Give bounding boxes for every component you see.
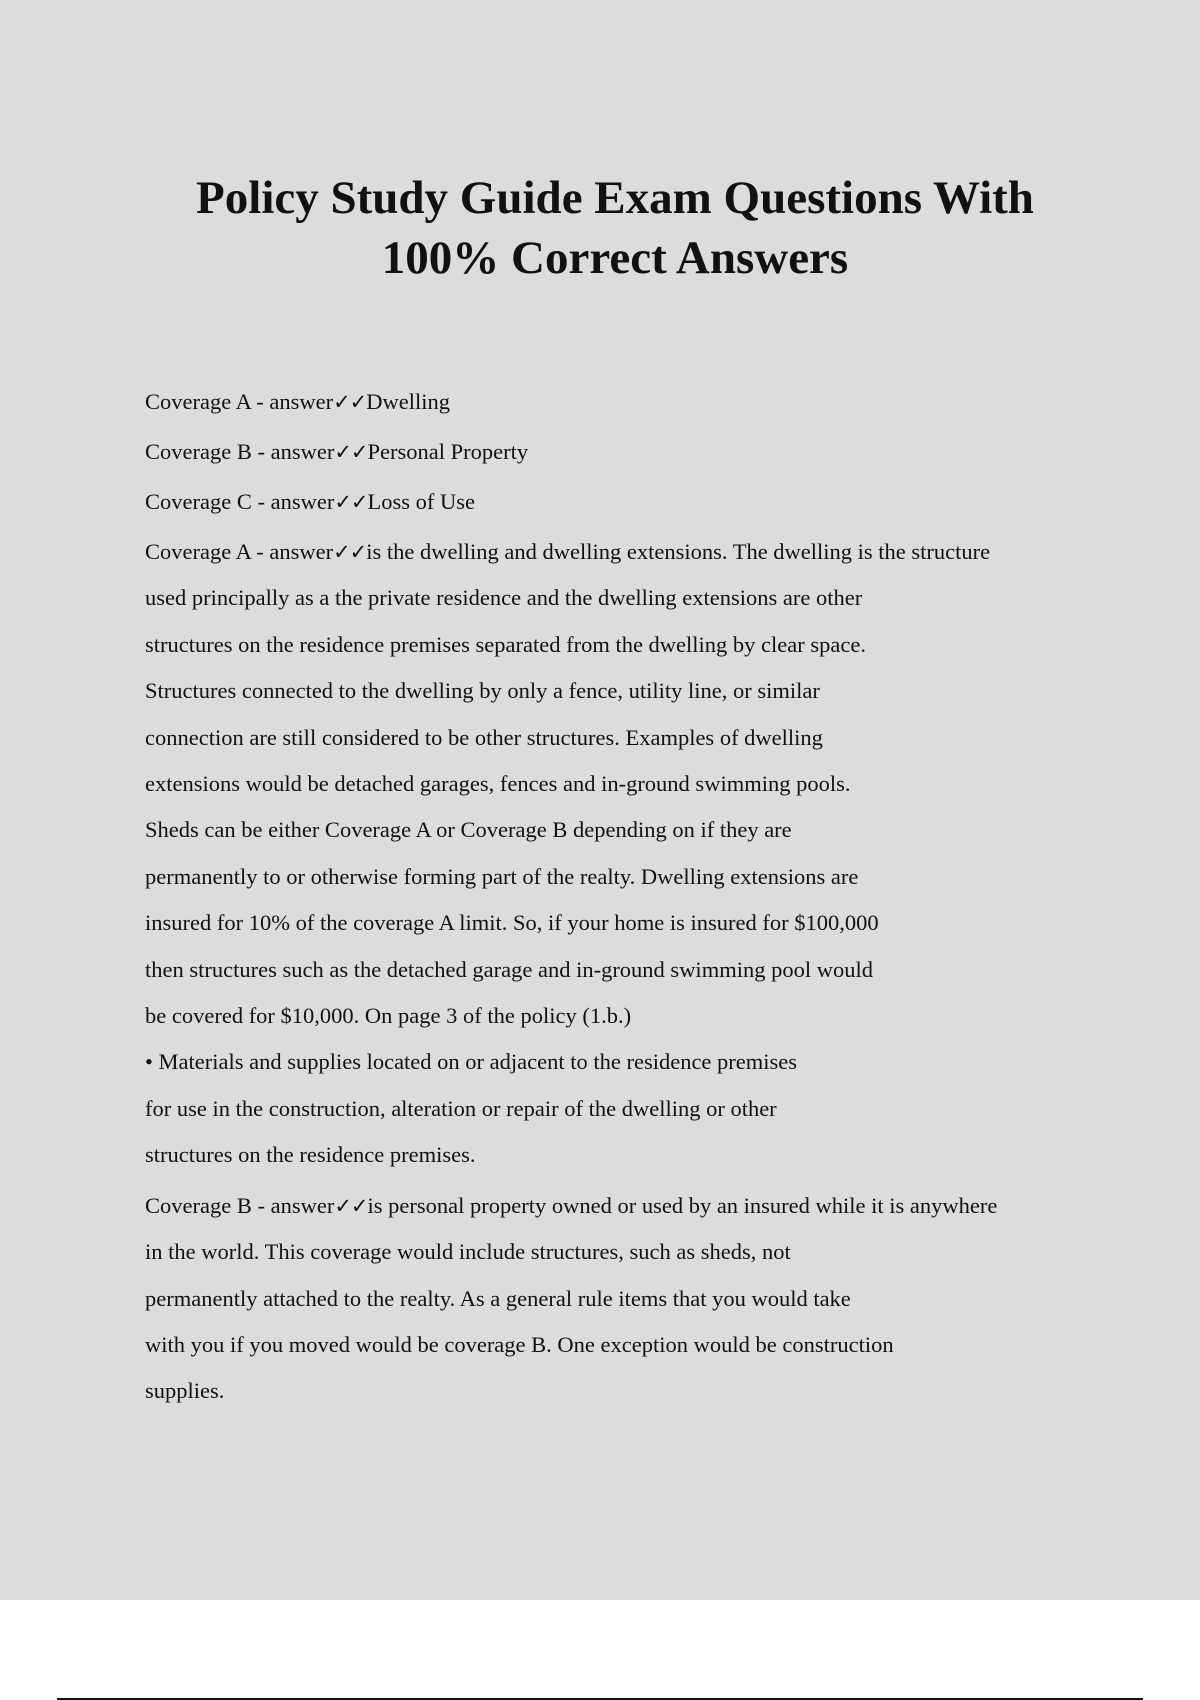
question-text: Coverage A - answer [145,389,334,414]
question-text: Coverage A - answer [145,539,334,564]
answer-line: with you if you moved would be coverage B. One exception would be construction [145,1331,894,1357]
answer-line: Structures connected to the dwelling by only a fence, utility line, or similar [145,678,820,704]
answer-line: structures on the residence premises separated from the dwelling by clear space. [145,631,866,657]
answer-line [145,529,1145,575]
qa-entry-coverage-b-short [145,429,1145,475]
answer-text: Loss of Use [367,489,476,514]
answer-line: for use in the construction, alteration or repair of the dwelling or other [145,1095,777,1121]
answer-text: Dwelling [366,389,451,414]
answer-text: is the dwelling and dwelling extensions. The dwelling is the structure [366,539,991,564]
question-text: Coverage C - answer [145,489,335,514]
double-check-icon: ✓✓ [333,390,367,414]
double-check-icon: ✓✓ [333,540,367,564]
double-check-icon: ✓✓ [334,440,368,464]
answer-line: structures on the residence premises. [145,1142,476,1168]
title-line-1: Policy Study Guide Exam Questions With [196,172,1034,224]
answer-text: is personal property owned or used by an insured while it is anywhere [367,1192,998,1218]
answer-text: Personal Property [367,439,529,464]
answer-line: permanently attached to the realty. As a general rule items that you would take [145,1285,851,1311]
document-title [145,168,1085,288]
answer-line: insured for 10% of the coverage A limit. So, if your home is insured for $100,000 [145,910,879,936]
answer-line: supplies. [145,1378,225,1404]
qa-entry-coverage-a-long [145,529,1145,1179]
question-text: Coverage B - answer [145,439,335,464]
answer-line: in the world. This coverage would include structures, such as sheds, not [145,1239,791,1265]
double-check-icon: ✓✓ [334,490,368,514]
qa-entry-coverage-c-short [145,479,1145,525]
question-text: Coverage B - answer [145,1192,335,1218]
answer-line [145,1183,1145,1229]
qa-entry-coverage-b-long [145,1183,1145,1415]
answer-line: used principally as a the private residence and the dwelling extensions are other [145,585,863,611]
answer-line: be covered for $10,000. On page 3 of the policy (1.b.) [145,1003,632,1029]
double-check-icon: ✓✓ [334,1193,368,1218]
answer-line: then structures such as the detached garage and in-ground swimming pool would [145,956,873,982]
answer-line: connection are still considered to be other structures. Examples of dwelling [145,724,823,750]
answer-line: extensions would be detached garages, fences and in-ground swimming pools. [145,771,851,797]
qa-list [145,379,1145,1419]
bullet-line: • Materials and supplies located on or adjacent to the residence premises [145,1049,798,1075]
title-line-2: 100% Correct Answers [381,232,849,284]
qa-entry-coverage-a-short [145,379,1145,425]
answer-line: Sheds can be either Coverage A or Coverage B depending on if they are [145,817,792,843]
answer-line: permanently to or otherwise forming part of the realty. Dwelling extensions are [145,863,859,889]
